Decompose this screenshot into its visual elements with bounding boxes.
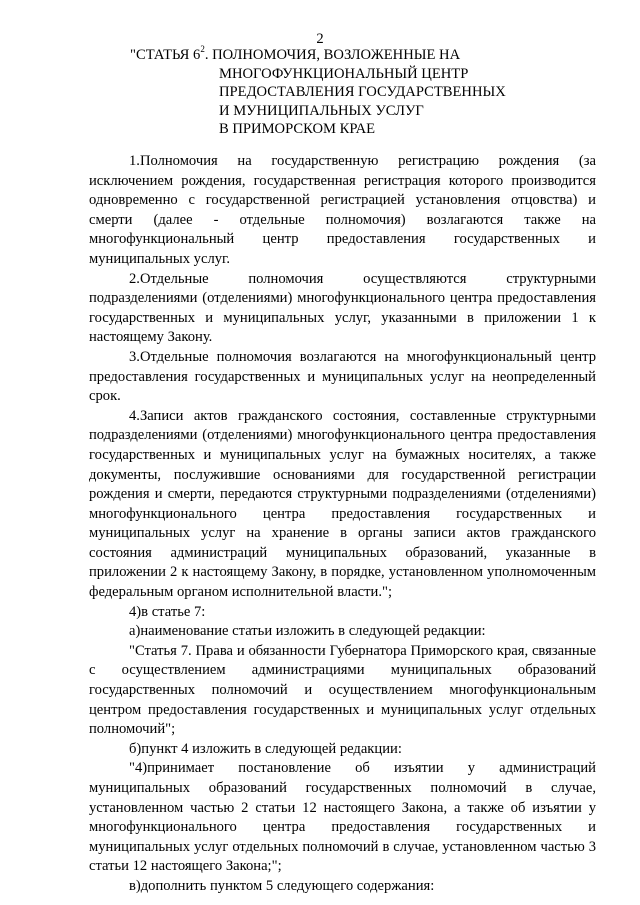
heading-line-2: МНОГОФУНКЦИОНАЛЬНЫЙ ЦЕНТР (219, 65, 469, 82)
page-number: 2 (316, 31, 324, 47)
paragraph-article-7-title: "Статья 7. Права и обязанности Губернатора Приморского края, связанные с осуществлением администрациями муниципальных образований государственных полномочий и осуществлением многофункциональным центром предоставления государственных и муниципальных услуг отдельных полномочий"; (89, 642, 596, 738)
heading-line-3: ПРЕДОСТАВЛЕНИЯ ГОСУДАРСТВЕННЫХ (219, 84, 506, 101)
paragraph-2: 2.Отдельные полномочия осуществляются структурными подразделениями (отделениями) многофункционального центра предоставления государственных и муниципальных услуг, указанными в приложении 1 к настоящему Закону. (89, 270, 596, 346)
document-body (89, 152, 596, 897)
paragraph-amend-a: а)наименование статьи изложить в следующей редакции: (129, 623, 486, 640)
paragraph-4: 4.Записи актов гражданского состояния, составленные структурными подразделениями (отделениями) многофункционального центра предоставления государственных и муниципальных услуг на бумажных носителях, а также документы, послужившие основаниями для государственной регистрации рождения и смерти, передаются структурными подразделениями (отделениями) многофункционального центра предоставления государственных и муниципальных услуг на хранение в органы записи актов гражданского состояния администраций муниципальных образований, указанные в приложении 2 к настоящему Закону, в порядке, установленном уполномоченным федеральным органом исполнительной власти."; (89, 407, 596, 601)
heading-line-5: В ПРИМОРСКОМ КРАЕ (219, 121, 376, 138)
heading-line-4: И МУНИЦИПАЛЬНЫХ УСЛУГ (219, 102, 424, 119)
paragraph-3: 3.Отдельные полномочия возлагаются на многофункциональный центр предоставления государственных и муниципальных услуг на неопределенный срок. (89, 348, 596, 405)
heading-line-1: "СТАТЬЯ $6^2$. ПОЛНОМОЧИЯ, ВОЗЛОЖЕННЫЕ НА (130, 44, 461, 63)
article-heading (130, 46, 610, 139)
paragraph-amend-b: б)пункт 4 изложить в следующей редакции: (129, 740, 402, 757)
heading-superscript: 2 (200, 44, 205, 55)
paragraph-item-4: "4)принимает постановление об изъятии у администраций муниципальных образований государственных полномочий в случае, установленном частью 2 статьи 12 настоящего Закона, а также об изъятии у многофункционального центра предоставления государственных и муниципальных услуг отдельных полномочий в случае, установленном частью 3 статьи 12 настоящего Закона;"; (89, 760, 596, 875)
paragraph-amend-v: в)дополнить пунктом 5 следующего содержания: (129, 877, 435, 894)
paragraph-amend-4: 4)в статье 7: (129, 603, 206, 620)
paragraph-1: 1.Полномочия на государственную регистрацию рождения (за исключением рождения, государственная регистрация которого производится одновременно с государственной регистрацией установления отцовства) и смерти (далее - отдельные полномочия) возлагаются также на многофункциональный центр предоставления государственных и муниципальных услуг. (89, 153, 596, 267)
